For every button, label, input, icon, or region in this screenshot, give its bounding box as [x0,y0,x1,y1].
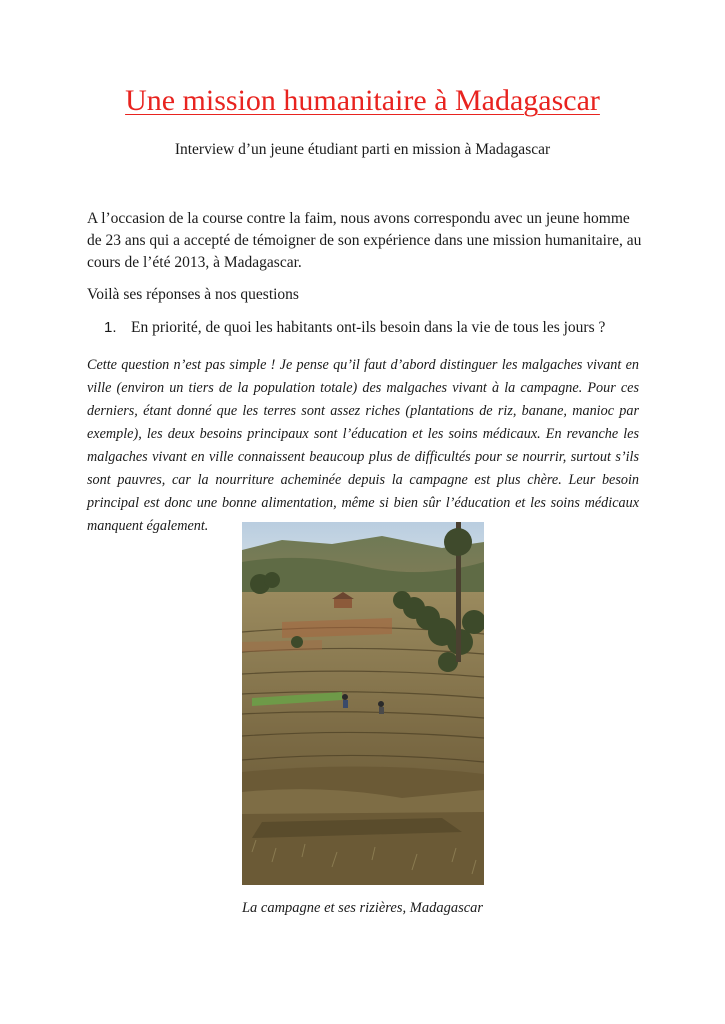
page-title: Une mission humanitaire à Madagascar [125,84,600,117]
answer-paragraph: Cette question n’est pas simple ! Je pense qu’il faut d’abord distinguer les malgaches vivant en ville (environ un tiers de la population totale) des malgaches vivant à la campagne. Pour ces derniers, étant donné que les terres sont assez riches (plantations de riz, banane, manioc par exemple), les deux besoins principaux sont l’éducation et les soins médicaux. En revanche les malgaches vivant en ville connaissent beaucoup plus de difficultés pour se nourrir, surtout s’ils sont pauvres, car la nourriture acheminée depuis la campagne est plus chère. Leur besoin principal est donc une bonne alimentation, même si bien sûr l’éducation et les soins médicaux manquent également. [87,357,639,534]
intro-paragraph: A l’occasion de la course contre la faim, nous avons correspondu avec un jeune homme de 23 ans qui a accepté de témoigner de son expérience dans une mission humanitaire, au cours de l’été 2013, à Madagascar. [87,210,642,271]
question-item [104,319,664,337]
landscape-photo [242,522,484,885]
lead-paragraph: Voilà ses réponses à nos questions [87,286,299,303]
question-text: En priorité, de quoi les habitants ont-ils besoin dans la vie de tous les jours ? [131,319,606,336]
question-number: 1. [104,319,117,336]
photo-caption: La campagne et ses rizières, Madagascar [241,900,484,916]
page-subtitle: Interview d’un jeune étudiant parti en mission à Madagascar [174,141,551,158]
